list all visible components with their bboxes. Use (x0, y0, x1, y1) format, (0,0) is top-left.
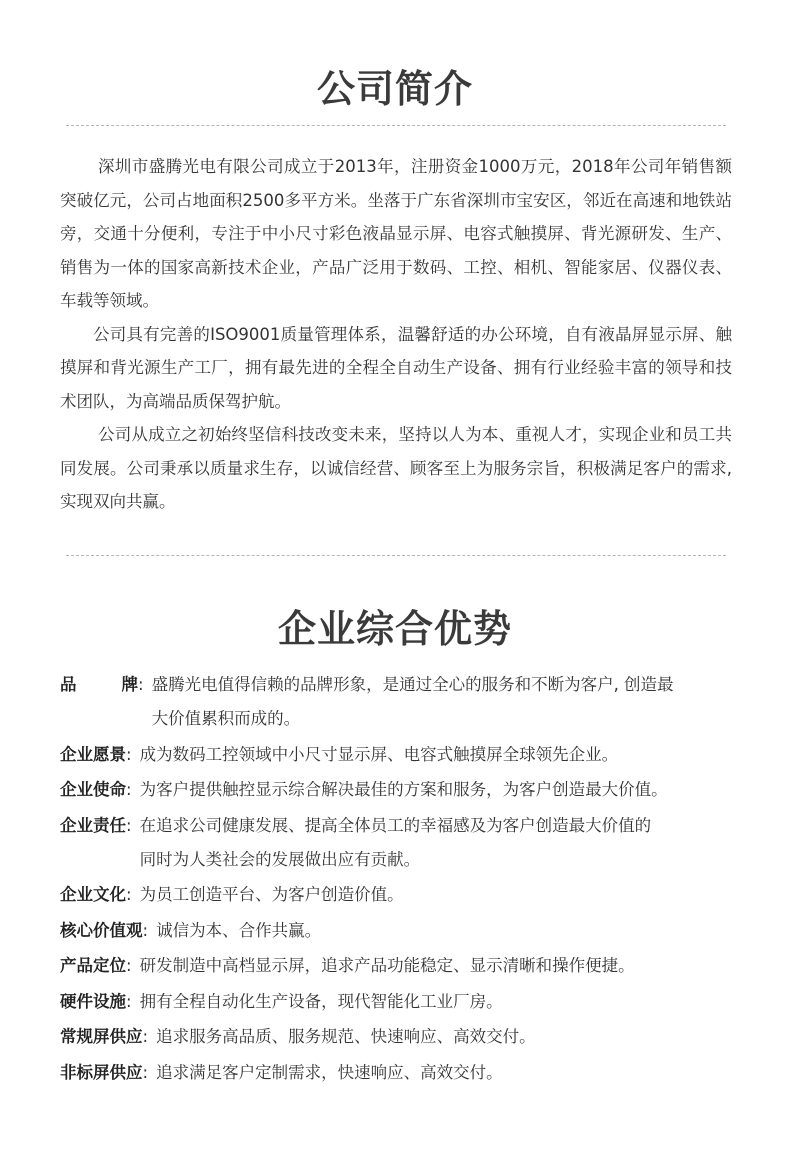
advantage-item-responsibility (60, 809, 760, 877)
advantage-item-facilities (60, 985, 760, 1019)
advantage-item-mission (60, 773, 760, 807)
label-colon: : (126, 780, 132, 799)
dashed-divider (66, 555, 726, 556)
section-title-intro: 公司简介 (316, 67, 473, 111)
advantage-text-line: 盛腾光电值得信赖的品牌形象，是通过全心的服务和不断为客户, 创造最 (151, 675, 674, 694)
advantage-label: 产品定位 (60, 956, 126, 975)
label-colon: : (138, 675, 144, 694)
label-colon: : (126, 744, 132, 764)
intro-paragraph: 公司从成立之初始终坚信科技改变未来，坚持以人为本、重视人才，实现企业和员工共同发展。公司秉承以质量求生存，以诚信经营、顾客至上为服务宗旨，积极满足客户的需求, 实现双向共赢。 (60, 425, 732, 511)
advantage-text-line: 同时为人类社会的发展做出应有贡献。 (139, 849, 421, 869)
advantage-label: 企业使命 (60, 780, 126, 799)
advantage-text: 成为数码工控领域中小尺寸显示屏、电容式触摸屏全球领先企业。 (139, 744, 619, 764)
advantage-text: 追求服务高品质、服务规范、快速响应、高效交付。 (156, 1027, 536, 1046)
label-colon: : (142, 1027, 149, 1046)
advantage-item-vision (60, 738, 760, 772)
advantage-text: 研发制造中高档显示屏，追求产品功能稳定、显示清晰和操作便捷。 (139, 956, 635, 975)
advantage-label: 常规屏供应 (60, 1027, 143, 1046)
advantage-label: 企业文化 (60, 885, 126, 904)
advantage-label: 品牌 (60, 675, 138, 694)
label-colon: : (126, 991, 132, 1011)
section-title-advantages: 企业综合优势 (277, 607, 512, 651)
advantage-label: 核心价值观 (60, 920, 143, 940)
advantage-label: 企业愿景 (60, 744, 126, 764)
label-colon: : (126, 885, 132, 904)
advantage-item-standard-supply (60, 1020, 760, 1054)
label-colon: : (142, 920, 149, 940)
advantage-text: 诚信为本、合作共赢。 (156, 920, 322, 940)
advantage-item-custom-supply (60, 1056, 760, 1090)
advantage-text (140, 809, 760, 877)
advantage-item-core-values (60, 914, 760, 948)
advantage-label: 硬件设施 (60, 991, 126, 1011)
intro-paragraph: 公司具有完善的ISO9001质量管理体系，温馨舒适的办公环境，自有液晶屏显示屏、触摸屏和背光源生产工厂，拥有最先进的全程全自动生产设备、拥有行业经验丰富的领导和技术团队，为高端品质保驾护航。 (60, 324, 732, 411)
advantage-text: 拥有全程自动化生产设备，现代智能化工业厂房。 (139, 991, 503, 1011)
advantage-text (152, 668, 760, 736)
intro-section (60, 150, 732, 519)
advantage-text: 追求满足客户定制需求，快速响应、高效交付。 (156, 1062, 503, 1082)
intro-paragraph: 深圳市盛腾光电有限公司成立于2013年，注册资金1000万元，2018年公司年销售额突破亿元，公司占地面积2500多平方米。坐落于广东省深圳市宝安区，邻近在高速和地铁站旁，交通十分便利，专注于中小尺寸彩色液晶显示屏、电容式触摸屏、背光源研发、生产、销售为一体的国家高新技术企业，产品广泛用于数码、工控、相机、智能家居、仪器仪表、车载等领域。 (60, 157, 732, 310)
advantage-text: 为客户提供触控显示综合解决最佳的方案和服务，为客户创造最大价值。 (139, 780, 668, 799)
advantage-text-line: 大价值累积而成的。 (151, 709, 301, 728)
advantage-item-brand (60, 668, 760, 736)
label-colon: : (142, 1062, 149, 1082)
advantage-label: 企业责任 (60, 815, 126, 835)
advantage-item-culture (60, 878, 760, 912)
advantage-label: 非标屏供应 (60, 1062, 143, 1082)
label-colon: : (126, 815, 132, 835)
label-colon: : (126, 956, 132, 975)
dashed-divider (66, 125, 726, 126)
advantage-item-positioning (60, 949, 760, 983)
advantage-text-line: 在追求公司健康发展、提高全体员工的幸福感及为客户创造最大价值的 (139, 815, 652, 835)
advantage-text: 为员工创造平台、为客户创造价值。 (139, 885, 404, 904)
advantages-list (60, 668, 760, 1091)
